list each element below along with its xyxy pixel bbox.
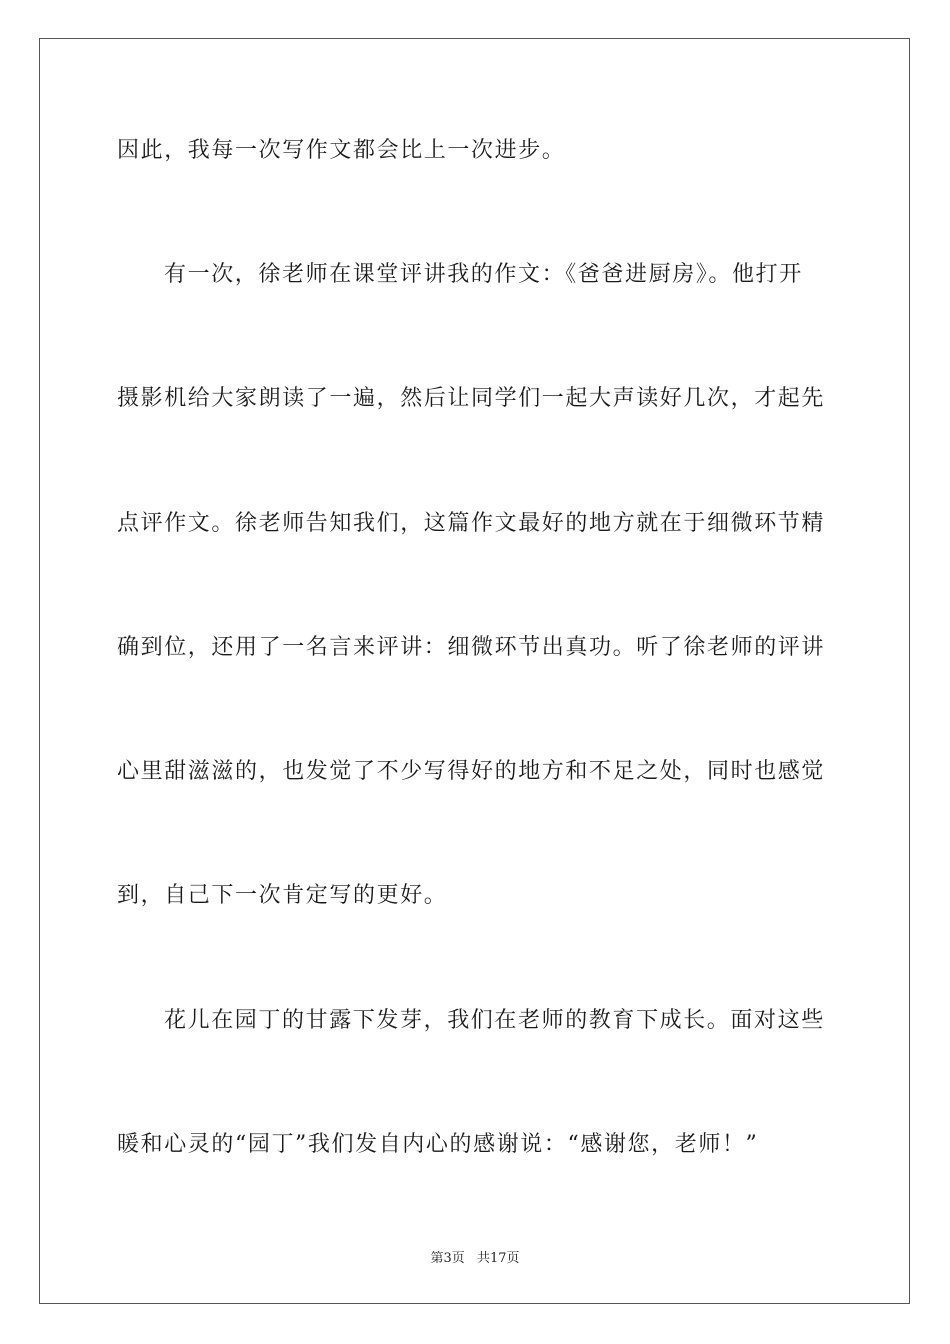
paragraph-line: 确到位，还用了一名言来评讲：细微环节出真功。听了徐老师的评讲	[117, 635, 826, 660]
paragraph-line: 摄影机给大家朗读了一遍，然后让同学们一起大声读好几次，才起先	[117, 386, 826, 411]
page-number: 第3页	[430, 1251, 465, 1266]
paragraph-line: 暖和心灵的“园丁”我们发自内心的感谢说：“感谢您，老师！”	[117, 1132, 759, 1157]
page-total: 共17页	[476, 1251, 520, 1266]
paragraph-line: 到，自己下一次肯定写的更好。	[117, 883, 448, 908]
page-footer	[0, 1247, 950, 1266]
paragraph-line: 有一次，徐老师在课堂评讲我的作文：《爸爸进厨房》。他打开	[164, 262, 803, 287]
page-border	[39, 38, 910, 1304]
paragraph-line: 心里甜滋滋的，也发觉了不少写得好的地方和不足之处，同时也感觉	[117, 759, 826, 784]
paragraph-line: 花儿在园丁的甘露下发芽，我们在老师的教育下成长。面对这些	[164, 1008, 825, 1033]
paragraph-line: 因此，我每一次写作文都会比上一次进步。	[117, 138, 566, 163]
paragraph-line: 点评作文。徐老师告知我们，这篇作文最好的地方就在于细微环节精	[117, 511, 826, 536]
